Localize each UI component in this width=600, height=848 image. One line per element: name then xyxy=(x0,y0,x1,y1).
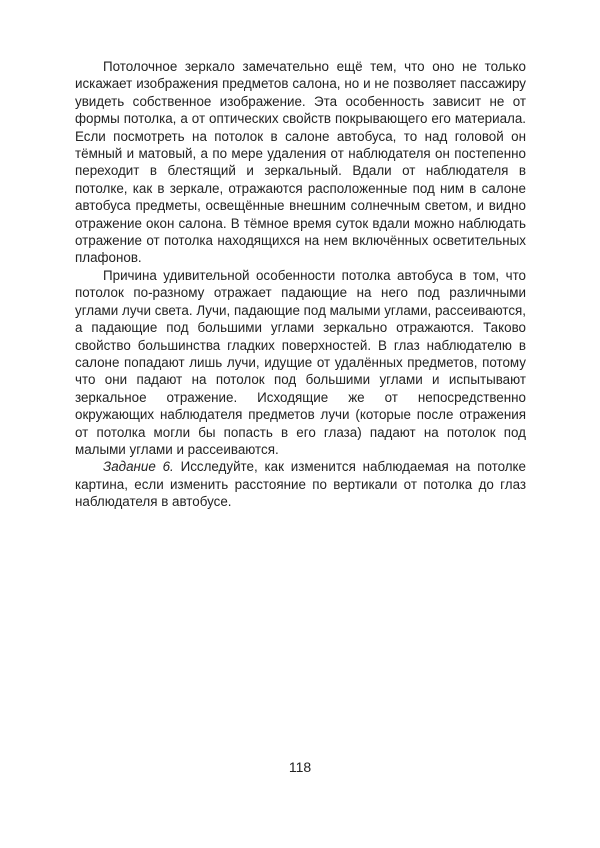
paragraph-reflection-cause: Причина удивительной особенности потолка автобуса в том, что потолок по-разному отражает падающие на него под различными углами лучи света. Лучи, падающие под малыми углами, рассеиваются, а падающие под большими углами зеркально отражаются. Таково свойство большинства гладких поверхностей. В глаз наблюдателю в салоне попадают лишь лучи, идущие от удалённых предметов, потому что они падают на потолок под большими углами и испытывают зеркальное отражение. Исходящие же от непосредственно окружающих наблюдателя предметов лучи (которые после отражения от потолка могли бы попасть в его глаза) падают на потолок под малыми углами и рассеиваются. xyxy=(75,267,526,457)
task-text: Исследуйте, как изменится наблюдаемая на потолке картина, если изменить расстояние по вертикали от потолка до глаз наблюдателя в автобусе. xyxy=(75,459,526,510)
paragraph-task xyxy=(75,458,526,510)
page-number: 118 xyxy=(288,759,312,775)
task-label: Задание 6. xyxy=(103,459,174,475)
body-text xyxy=(75,58,526,511)
paragraph-ceiling-mirror: Потолочное зеркало замечательно ещё тем, что оно не только искажает изображения предметов салона, но и не позволяет пассажиру увидеть собственное изображение. Эта особенность зависит не от формы потолка, а от оптических свойств покрывающего его материала. Если посмотреть на потолок в салоне автобуса, то над головой он тёмный и матовый, а по мере удаления от наблюдателя он постепенно переходит в блестящий и зеркальный. Вдали от наблюдателя в потолке, как в зеркале, отражаются расположенные под ним в салоне автобуса предметы, освещённые внешним солнечным светом, и видно отражение окон салона. В тёмное время суток вдали можно наблюдать отражение от потолка находящихся на нем включённых осветительных плафонов. xyxy=(75,59,526,266)
